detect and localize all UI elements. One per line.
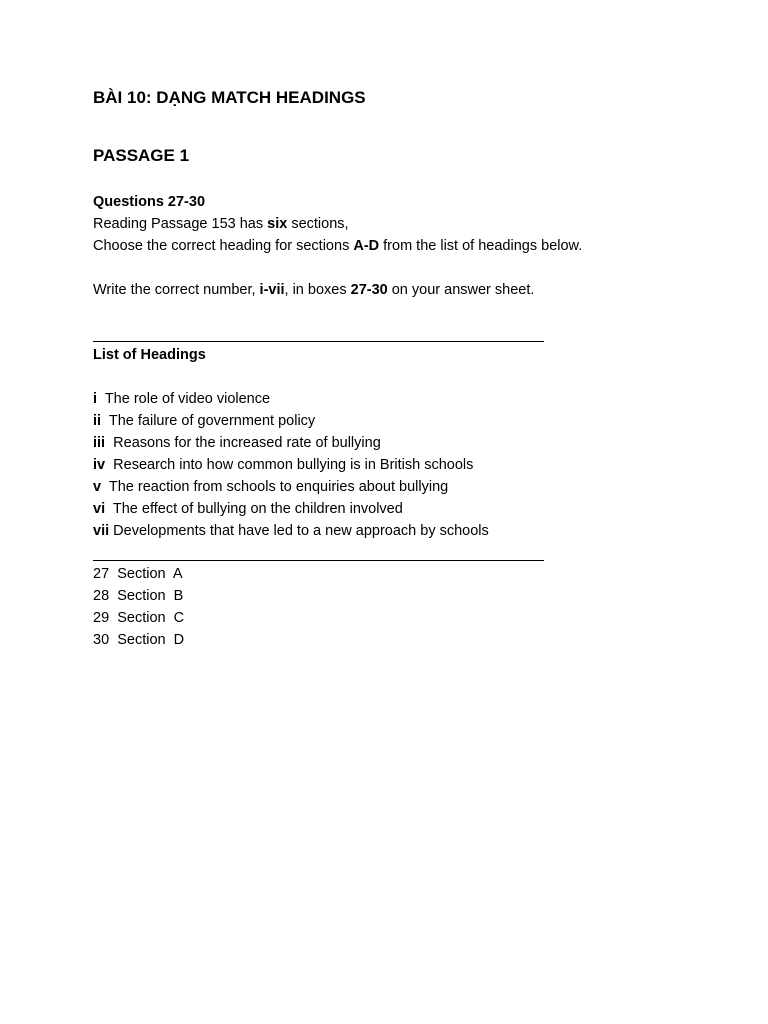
list-item: iii Reasons for the increased rate of bullying (93, 435, 381, 451)
intro-line-1: Reading Passage 153 has six sections, (93, 216, 349, 232)
divider-bottom (93, 560, 544, 561)
list-item: vi The effect of bullying on the children involved (93, 501, 403, 517)
question-item: 27 Section A (93, 566, 183, 582)
question-item: 29 Section C (93, 610, 185, 626)
intro-line-3: Write the correct number, i-vii, in boxes 27-30 on your answer sheet. (93, 282, 535, 298)
list-item: vii Developments that have led to a new approach by schools (93, 523, 489, 539)
list-item: ii The failure of government policy (93, 413, 316, 429)
document-title: BÀI 10: DẠNG MATCH HEADINGS (93, 88, 366, 107)
divider-top (93, 341, 544, 342)
question-item: 30 Section D (93, 632, 185, 648)
passage-title: PASSAGE 1 (93, 146, 190, 165)
questions-label: Questions 27-30 (93, 194, 206, 210)
question-item: 28 Section B (93, 588, 184, 604)
list-item: iv Research into how common bullying is in British schools (93, 457, 474, 473)
list-item: v The reaction from schools to enquiries about bullying (93, 479, 449, 495)
headings-title: List of Headings (93, 347, 206, 363)
list-item: i The role of video violence (93, 391, 271, 407)
intro-line-2: Choose the correct heading for sections A-D from the list of headings below. (93, 238, 583, 254)
